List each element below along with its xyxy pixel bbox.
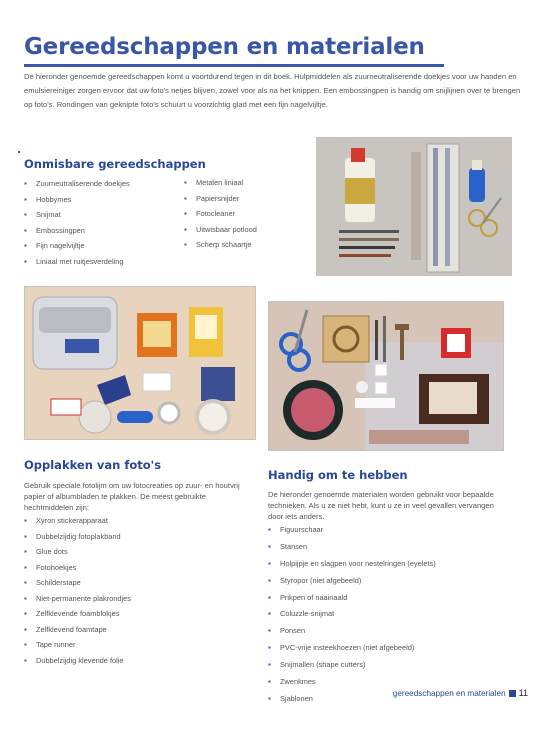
list-item: ▪ Zelfklevend foamtape: [24, 622, 131, 638]
list-item: ▪ Glue dots: [24, 544, 131, 560]
list-item: ▪ Snijmat: [24, 207, 130, 223]
photo-tools-illustration: [317, 138, 512, 276]
list-item: ▪ Fijn nagelvijltje: [24, 238, 130, 254]
list-item: ▪ Liniaal met ruitjesverdeling: [24, 254, 130, 270]
list-item: ▪ Ponsen: [268, 623, 436, 640]
handig-heading: Handig om te hebben: [268, 468, 408, 482]
onmisbaar-list-col1: [24, 176, 130, 269]
photo-tools: [316, 137, 512, 276]
intro-paragraph: De hieronder genoemde gereedschappen komt u voortdurend tegen in dit boek. Hulpmiddelen als zuurneutraliserende doekjes voor uw handen en emulsiereiniger zorgen ervoor dat uw foto's netjes blijven, zowel voor als na het knippen. Een embossingpen is handig om snijlijnen over te brengen op foto's. Rondingen van geknipte foto's schuurt u voorzichtig glad met een fijn nagelvijltje.: [24, 72, 521, 109]
list-item: ▪ Embossingpen: [24, 223, 130, 239]
handig-list: [268, 522, 436, 708]
onmisbaar-heading: Onmisbare gereedschappen: [24, 157, 206, 171]
list-item: ▪ Dubbelzijdig fotoplakband: [24, 529, 131, 545]
list-item: ▪ Prikpen of naainaald: [268, 590, 436, 607]
list-item: ▪ Coluzzle-snijmat: [268, 606, 436, 623]
opplakken-paragraph: Gebruik speciale fotolijm om uw fotocreaties op zuur- en houtvrij papier of albumbladen te plakken. De meest gebruikte hechtmiddelen zijn:: [24, 481, 240, 512]
list-item: ▪ Tape runner: [24, 637, 131, 653]
list-item: ▪ Xyron stickerapparaat: [24, 513, 131, 529]
list-item: ▪ Styropor (niet afgebeeld): [268, 573, 436, 590]
list-item: ▪ Dubbelzijdig klevende folie: [24, 653, 131, 669]
list-item: ▪ Sjablonen: [268, 691, 436, 708]
list-item: ▪ Hobbymes: [24, 192, 130, 208]
list-item: ▪ Metalen liniaal: [184, 175, 257, 191]
page-number: 11: [518, 688, 528, 698]
handig-paragraph: De hieronder genoemde materialen worden gebruikt voor bepaalde technieken. Als u ze niet hebt, kunt u ze in veel gevallen vervangen door iets anders.: [268, 490, 494, 521]
list-item: ▪ Uitwisbaar potlood: [184, 222, 257, 238]
list-item: ▪ Scherp schaartje: [184, 237, 257, 253]
list-item: ▪ Snijmallen (shape cutters): [268, 657, 436, 674]
opplakken-heading: Opplakken van foto's: [24, 458, 162, 472]
list-item: ▪ Zelfklevende foamblokjes: [24, 606, 131, 622]
photo-materials-illustration: [269, 302, 504, 451]
footer-section-label: gereedschappen en materialen: [392, 688, 506, 698]
list-item: ▪ Schilderstape: [24, 575, 131, 591]
photo-adhesives: [24, 286, 256, 440]
list-item: ▪ Zuurneutraliserende doekjes: [24, 176, 130, 192]
list-item: ▪ Fotohoekjes: [24, 560, 131, 576]
page-title: Gereedschappen en materialen: [24, 34, 444, 67]
list-item: ▪ Figuurschaar: [268, 522, 436, 539]
footer-square-icon: [509, 690, 516, 697]
page-footer: [393, 688, 528, 698]
opplakken-list: [24, 513, 131, 668]
list-item: ▪ Papiersnijder: [184, 191, 257, 207]
list-item: ▪ Fotocleaner: [184, 206, 257, 222]
list-item: ▪ Holpijpje en slagpen voor nestelringen (eyelets): [268, 556, 436, 573]
list-item: ▪ Stansen: [268, 539, 436, 556]
list-item: ▪ Niet-permanente plakrondjes: [24, 591, 131, 607]
list-item: ▪ Zwenkmes: [268, 674, 436, 691]
photo-adhesives-illustration: [25, 287, 256, 440]
onmisbaar-list-col2: [184, 175, 257, 253]
list-item: ▪ PVC-vrije insteekhoezen (niet afgebeeld): [268, 640, 436, 657]
photo-materials: [268, 301, 504, 451]
